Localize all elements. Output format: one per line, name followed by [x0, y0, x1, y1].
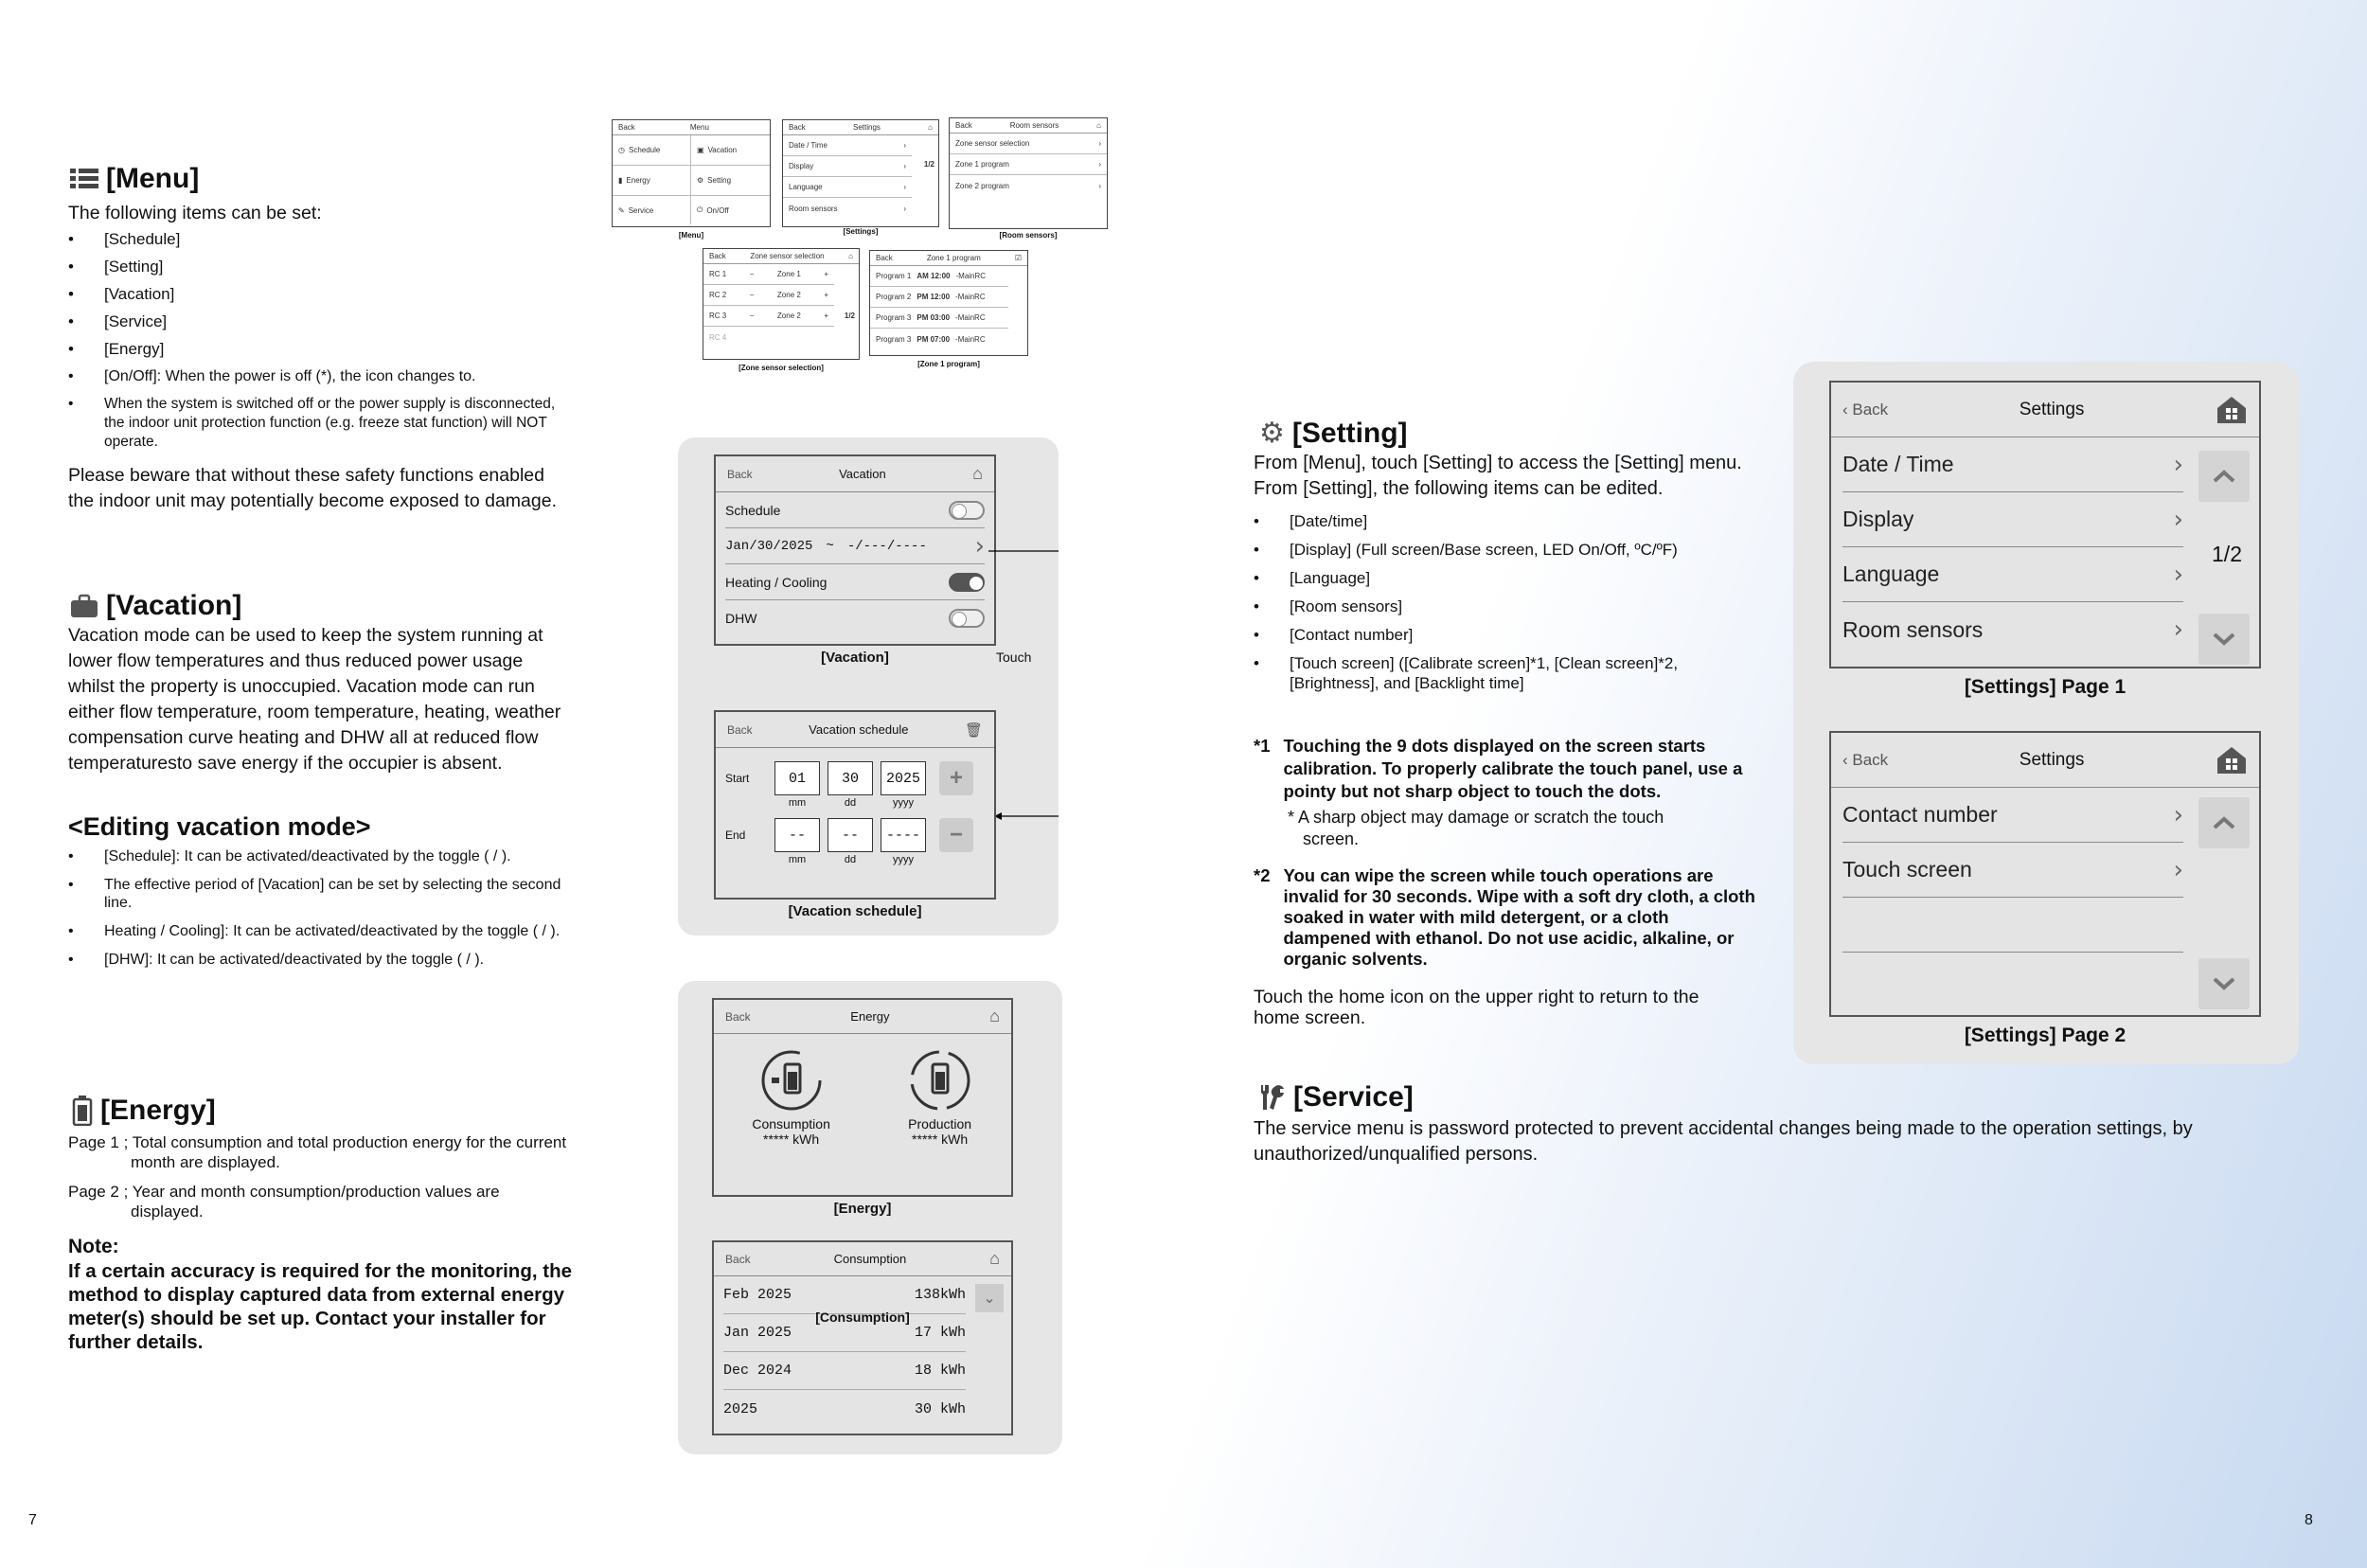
note-text: Touching the 9 dots displayed on the screen starts calibration. To properly calibrate the touch panel, use a pointy but not sharp object to touch the dots. — [1283, 736, 1743, 801]
room-item[interactable]: Zone 2 program — [955, 181, 1009, 190]
screen-caption: [Settings] Page 2 — [1964, 1025, 2127, 1046]
back-button[interactable]: Back — [789, 123, 806, 132]
row-label: Display — [1842, 507, 1914, 531]
list-item: • When the system is switched off or the power supply is disconnected, the indoor unit protection function (e.g. freeze stat function) will NOT operate. — [68, 395, 570, 452]
home-icon[interactable]: ⌂ — [848, 252, 853, 260]
screen-caption: [Energy] — [833, 1201, 892, 1217]
menu-warning: Please beware that without these safety functions enabled the indoor unit may potentially become exposed to damage. — [68, 465, 557, 511]
power-icon: ⏻ — [697, 205, 703, 214]
row-label: Room sensors — [1842, 616, 1984, 642]
settings-row[interactable] — [1842, 492, 2183, 547]
list-item: • [Vacation] — [68, 285, 570, 304]
settings-page1-screen — [1829, 381, 2261, 668]
thumb-title: Settings — [853, 123, 881, 132]
screen-caption: [Consumption] — [815, 1310, 910, 1325]
start-month-field[interactable]: 01 — [774, 761, 820, 795]
menu-item[interactable]: On/Off — [706, 205, 729, 215]
program-time: PM 03:00 — [917, 313, 951, 322]
page-indicator: 1/2 — [844, 312, 855, 320]
vacation-heading: [Vacation] — [70, 590, 241, 622]
energy-page1: Page 1 ; Total consumption and total production energy for the current month are displayed. — [68, 1133, 567, 1171]
setting-intro: From [Menu], touch [Setting] to access the [Setting] menu. From [Setting], the following items can be edited. — [1254, 453, 1742, 499]
list-item: • [Display] (Full screen/Base screen, LED On/Off, ºC/ºF) — [1254, 540, 1746, 560]
program-mode: -MainRC — [955, 313, 986, 322]
menu-section — [68, 201, 570, 514]
tilde: ~ — [826, 538, 834, 554]
scroll-down-button[interactable]: ⌄ — [975, 1284, 1004, 1312]
gear-icon: ⚙ — [697, 176, 704, 185]
unit-label: yyyy — [893, 797, 914, 809]
settings-row[interactable] — [1842, 788, 2183, 843]
list-item: • Heating / Cooling]: It can be activated/deactivated by the toggle ( / ). — [68, 922, 568, 940]
dhw-label: DHW — [725, 611, 757, 626]
settings-row[interactable] — [1842, 602, 2183, 657]
screen-title: Vacation — [839, 467, 886, 481]
screen-title: Vacation schedule — [809, 722, 909, 737]
home-icon[interactable]: ⌂ — [989, 1007, 1000, 1025]
list-item: • [Energy] — [68, 340, 570, 359]
home-icon[interactable] — [2216, 395, 2248, 425]
page-indicator: 1/2 — [2212, 542, 2242, 566]
note-title: Note: — [68, 1236, 119, 1257]
rc-label: RC 2 — [709, 291, 727, 299]
screen-caption: [Vacation] — [821, 650, 889, 666]
chevron-right-icon: › — [974, 531, 985, 561]
service-heading: [Service] — [1259, 1081, 1414, 1114]
menu-intro: The following items can be set: — [68, 203, 322, 223]
list-item: • [Setting] — [68, 258, 570, 276]
energy-page2: Page 2 ; Year and month consumption/production values are displayed. — [68, 1183, 500, 1221]
scroll-up-button[interactable] — [2198, 451, 2250, 502]
thumb-zone-sensor-screen: Back Zone sensor selection ⌂ RC 1 − Zone 1 + RC 2 − Zone 2 + RC 3 − Zone 2 + RC 4 1/2 — [703, 248, 860, 360]
home-icon[interactable]: ⌂ — [928, 123, 933, 132]
unit-label: mm — [788, 854, 807, 865]
chevron-right-icon: › — [2173, 800, 2183, 829]
program-mode: -MainRC — [955, 334, 986, 344]
row-label: Language — [1842, 561, 1940, 586]
thumb-caption: [Settings] — [843, 227, 879, 236]
zone-value: Zone 1 — [776, 270, 801, 278]
program-mode: -MainRC — [955, 293, 986, 301]
settings-row[interactable] — [1842, 437, 2183, 492]
list-item: • [On/Off]: When the power is off (*), the icon changes to. — [68, 367, 570, 386]
unit-label: mm — [788, 797, 807, 809]
thumb-title: Room sensors — [1009, 121, 1059, 130]
thumb-title: Zone sensor selection — [750, 252, 825, 260]
settings-row-empty — [1842, 898, 2183, 953]
chevron-right-icon: › — [2173, 450, 2183, 479]
month-cell: Dec 2024 — [723, 1363, 792, 1379]
value-cell: 17 kWh — [914, 1325, 966, 1341]
minus-button[interactable]: − — [939, 818, 973, 852]
consumption-block[interactable] — [752, 1047, 830, 1147]
thumb-caption: [Zone 1 program] — [917, 360, 980, 368]
production-icon — [907, 1047, 973, 1114]
value-cell: 30 kWh — [914, 1400, 966, 1417]
end-label: End — [725, 829, 746, 842]
chevron-right-icon: › — [2173, 505, 2183, 534]
thumb-title: Menu — [689, 123, 709, 132]
note-2 — [1254, 865, 1755, 970]
start-year-field[interactable]: 2025 — [881, 761, 926, 795]
program-time: AM 12:00 — [917, 272, 951, 280]
back-button[interactable]: Back — [725, 1252, 751, 1266]
battery-icon: ▮ — [618, 176, 623, 185]
scroll-down-button[interactable] — [2198, 958, 2250, 1009]
trash-icon[interactable]: 🗑 — [964, 722, 983, 739]
list-item: • [Contact number] — [1254, 625, 1746, 645]
production-block[interactable] — [907, 1047, 973, 1147]
period-row[interactable] — [725, 528, 985, 564]
back-button[interactable]: ‹ Back — [1842, 750, 1889, 769]
list-icon — [70, 167, 98, 191]
screen-title: Consumption — [833, 1252, 907, 1266]
schedule-label: Schedule — [725, 502, 781, 518]
plus-icon[interactable]: + — [824, 291, 828, 299]
chevron-down-icon — [2213, 977, 2235, 990]
thumb-zone-program-screen — [869, 250, 1028, 356]
list-item: • [Date/time] — [1254, 511, 1746, 531]
consumption-value: ***** kWh — [763, 1131, 820, 1147]
row-label: Date / Time — [1842, 452, 1954, 476]
screen-caption: [Vacation schedule] — [788, 903, 922, 919]
plus-button[interactable]: + — [939, 761, 973, 795]
program-label[interactable]: Program 2 — [876, 293, 912, 301]
page-number-left: 7 — [28, 1512, 37, 1528]
consumption-icon — [758, 1047, 825, 1114]
suitcase-icon: ▣ — [697, 146, 704, 154]
list-item: • [DHW]: It can be activated/deactivated by the toggle ( / ). — [68, 951, 568, 969]
chevron-right-icon: › — [2173, 855, 2183, 884]
program-time: PM 12:00 — [917, 293, 951, 301]
end-day-field[interactable]: -- — [828, 818, 873, 852]
settings-item[interactable]: Display — [789, 162, 814, 170]
thumb-settings-screen: Back Settings ⌂ Date / Time › Display › Language › Room sensors › 1/2 — [782, 119, 939, 227]
back-button[interactable]: Back — [727, 722, 753, 737]
back-button[interactable]: Back — [725, 1009, 751, 1024]
production-value: ***** kWh — [912, 1131, 969, 1147]
end-year-field[interactable]: ---- — [881, 818, 926, 852]
back-button[interactable]: Back — [709, 252, 726, 260]
note-1 — [1254, 735, 1746, 803]
chevron-right-icon: › — [2173, 615, 2183, 644]
menu-item[interactable]: Schedule — [628, 146, 661, 154]
chevron-up-icon — [2213, 470, 2235, 483]
start-date: Jan/30/2025 — [725, 538, 813, 554]
row-label: Touch screen — [1842, 857, 1972, 882]
thumb-title: Zone 1 program — [926, 254, 981, 262]
value-cell: 138kWh — [914, 1287, 966, 1303]
row-label: Contact number — [1842, 802, 1998, 827]
thumb-caption: [Room sensors] — [999, 231, 1058, 240]
scroll-up-button[interactable] — [2198, 797, 2250, 848]
editing-vacation-list — [68, 847, 568, 969]
rc-label: RC 3 — [709, 312, 727, 320]
end-month-field[interactable]: -- — [774, 818, 820, 852]
page-number-right: 8 — [2305, 1512, 2313, 1528]
list-item: • [Schedule]: It can be activated/deactivated by the toggle ( / ). — [68, 847, 568, 865]
note-marker: *1 — [1254, 736, 1271, 756]
suitcase-icon — [70, 594, 98, 618]
back-button[interactable]: Back — [955, 121, 972, 130]
program-time: PM 07:00 — [917, 334, 951, 344]
menu-list — [68, 230, 570, 452]
wrench-icon — [1259, 1083, 1286, 1112]
screen-title: Energy — [850, 1009, 890, 1024]
month-cell: 2025 — [723, 1400, 758, 1417]
list-item: • [Touch screen] ([Calibrate screen]*1, [Clean screen]*2, [Brightness], and [Backlight time] — [1254, 653, 1746, 693]
settings-page2-screen — [1829, 731, 2261, 1017]
settings-row[interactable] — [1842, 547, 2183, 602]
back-button[interactable]: Back — [618, 123, 635, 132]
month-cell: Feb 2025 — [723, 1287, 792, 1303]
month-cell: Jan 2025 — [723, 1325, 792, 1341]
vacation-schedule-screen — [714, 710, 996, 900]
note-text: If a certain accuracy is required for the monitoring, the method to display captured data from external energy meter(s) should be set up. Contact your installer for further details. — [68, 1260, 572, 1353]
chevron-down-icon — [2213, 633, 2235, 646]
table-row[interactable] — [723, 1390, 966, 1428]
list-item: • [Service] — [68, 312, 570, 331]
thumb-menu-screen — [612, 119, 771, 227]
list-item: • The effective period of [Vacation] can be set by selecting the second line. — [68, 876, 568, 912]
back-button[interactable]: ‹ Back — [1842, 400, 1889, 419]
setting-list — [1254, 511, 1746, 693]
home-icon[interactable]: ⌂ — [972, 464, 983, 483]
menu-item[interactable]: Service — [628, 205, 654, 215]
value-cell: 18 kWh — [914, 1363, 966, 1379]
room-item[interactable]: Zone 1 program — [955, 160, 1009, 169]
setting-heading: ⚙ [Setting] — [1259, 417, 1408, 450]
consumption-screen — [712, 1240, 1013, 1435]
note-text: You can wipe the screen while touch operations are invalid for 30 seconds. Wipe with a soft dry cloth, a cloth soaked in water with mild detergent, or a cloth dampened with ethanol. Do not use acidic, alkaline, or organic solvents. — [1283, 865, 1755, 969]
home-icon[interactable] — [2216, 745, 2248, 775]
list-item: • [Room sensors] — [1254, 597, 1746, 616]
room-item[interactable]: Zone sensor selection — [955, 139, 1030, 148]
rc-label: RC 4 — [709, 332, 727, 342]
settings-item[interactable]: Language — [789, 183, 823, 191]
program-label[interactable]: Program 1 — [876, 272, 912, 280]
unit-label: yyyy — [893, 854, 914, 865]
menu-heading: [Menu] — [70, 163, 199, 195]
note-1-sub: * A sharp object may damage or scratch the touch screen. — [1288, 808, 1664, 848]
rc-label: RC 1 — [709, 270, 727, 278]
gear-icon: ⚙ — [1259, 417, 1285, 450]
thumb-caption: [Menu] — [678, 231, 704, 240]
home-note: Touch the home icon on the upper right to return to the home screen. — [1254, 987, 1700, 1028]
screen-title: Settings — [2019, 399, 2085, 419]
energy-heading: [Energy] — [72, 1095, 216, 1127]
start-label: Start — [725, 772, 750, 785]
program-label[interactable]: Program 3 — [876, 313, 912, 322]
back-button[interactable]: Back — [876, 254, 893, 262]
plus-icon[interactable]: + — [824, 312, 828, 320]
check-icon[interactable]: ☑ — [1014, 254, 1022, 262]
battery-icon — [72, 1096, 93, 1126]
thumb-room-sensors-screen: Back Room sensors ⌂ Zone sensor selection › Zone 1 program › Zone 2 program › — [949, 117, 1108, 229]
end-date: -/---/---- — [846, 538, 927, 554]
schedule-toggle[interactable] — [949, 501, 985, 520]
service-body: The service menu is password protected to prevent accidental changes being made to the operation settings, by unauthorized/unqualified persons. — [1254, 1118, 2193, 1165]
note-marker: *2 — [1254, 865, 1271, 885]
table-row[interactable] — [723, 1276, 966, 1314]
clock-icon: ◷ — [618, 146, 625, 154]
menu-item[interactable]: Energy — [626, 176, 650, 185]
list-item: • [Schedule] — [68, 230, 570, 249]
menu-item[interactable]: Vacation — [707, 146, 738, 154]
production-label: Production — [908, 1116, 972, 1131]
thumb-caption: [Zone sensor selection] — [739, 364, 824, 372]
home-icon[interactable]: ⌂ — [1096, 121, 1101, 130]
chevron-up-icon — [2213, 816, 2235, 829]
page-indicator: 1/2 — [923, 160, 934, 169]
home-icon[interactable]: ⌂ — [989, 1249, 1000, 1268]
table-row[interactable] — [723, 1352, 966, 1390]
vacation-screen — [714, 454, 996, 646]
settings-row[interactable] — [1842, 843, 2183, 898]
menu-item[interactable]: Setting — [707, 176, 732, 185]
unit-label: dd — [844, 854, 857, 865]
program-label[interactable]: Program 3 — [876, 334, 912, 344]
zone-value: Zone 2 — [776, 312, 801, 320]
zone-value: Zone 2 — [776, 291, 801, 299]
heating-label: Heating / Cooling — [725, 574, 828, 590]
start-day-field[interactable]: 30 — [828, 761, 873, 795]
editing-vacation-heading: <Editing vacation mode> — [68, 812, 371, 841]
plus-icon[interactable]: + — [824, 270, 828, 278]
scroll-down-button[interactable] — [2198, 614, 2250, 665]
list-item: • [Language] — [1254, 568, 1746, 588]
unit-label: dd — [844, 797, 857, 809]
vacation-body: Vacation mode can be used to keep the system running at lower flow temperatures and thus reduced power usage whilst the property is unoccupied. Vacation mode can run either flow temperature, room temperature, heating, weather compensation curve heating and DHW all at reduced flow temperaturesto save energy if the occupier is absent. — [68, 625, 561, 774]
screen-title: Settings — [2019, 749, 2085, 770]
consumption-label: Consumption — [752, 1116, 830, 1131]
screen-caption: [Settings] Page 1 — [1964, 676, 2127, 698]
settings-item[interactable]: Room sensors — [789, 204, 838, 213]
energy-screen — [712, 998, 1013, 1197]
back-button[interactable]: Back — [727, 467, 753, 481]
touch-label: Touch — [996, 650, 1032, 665]
settings-item[interactable]: Date / Time — [789, 141, 828, 150]
chevron-right-icon: › — [2173, 560, 2183, 589]
wrench-icon: ✎ — [618, 205, 625, 215]
program-mode: -MainRC — [955, 272, 987, 280]
